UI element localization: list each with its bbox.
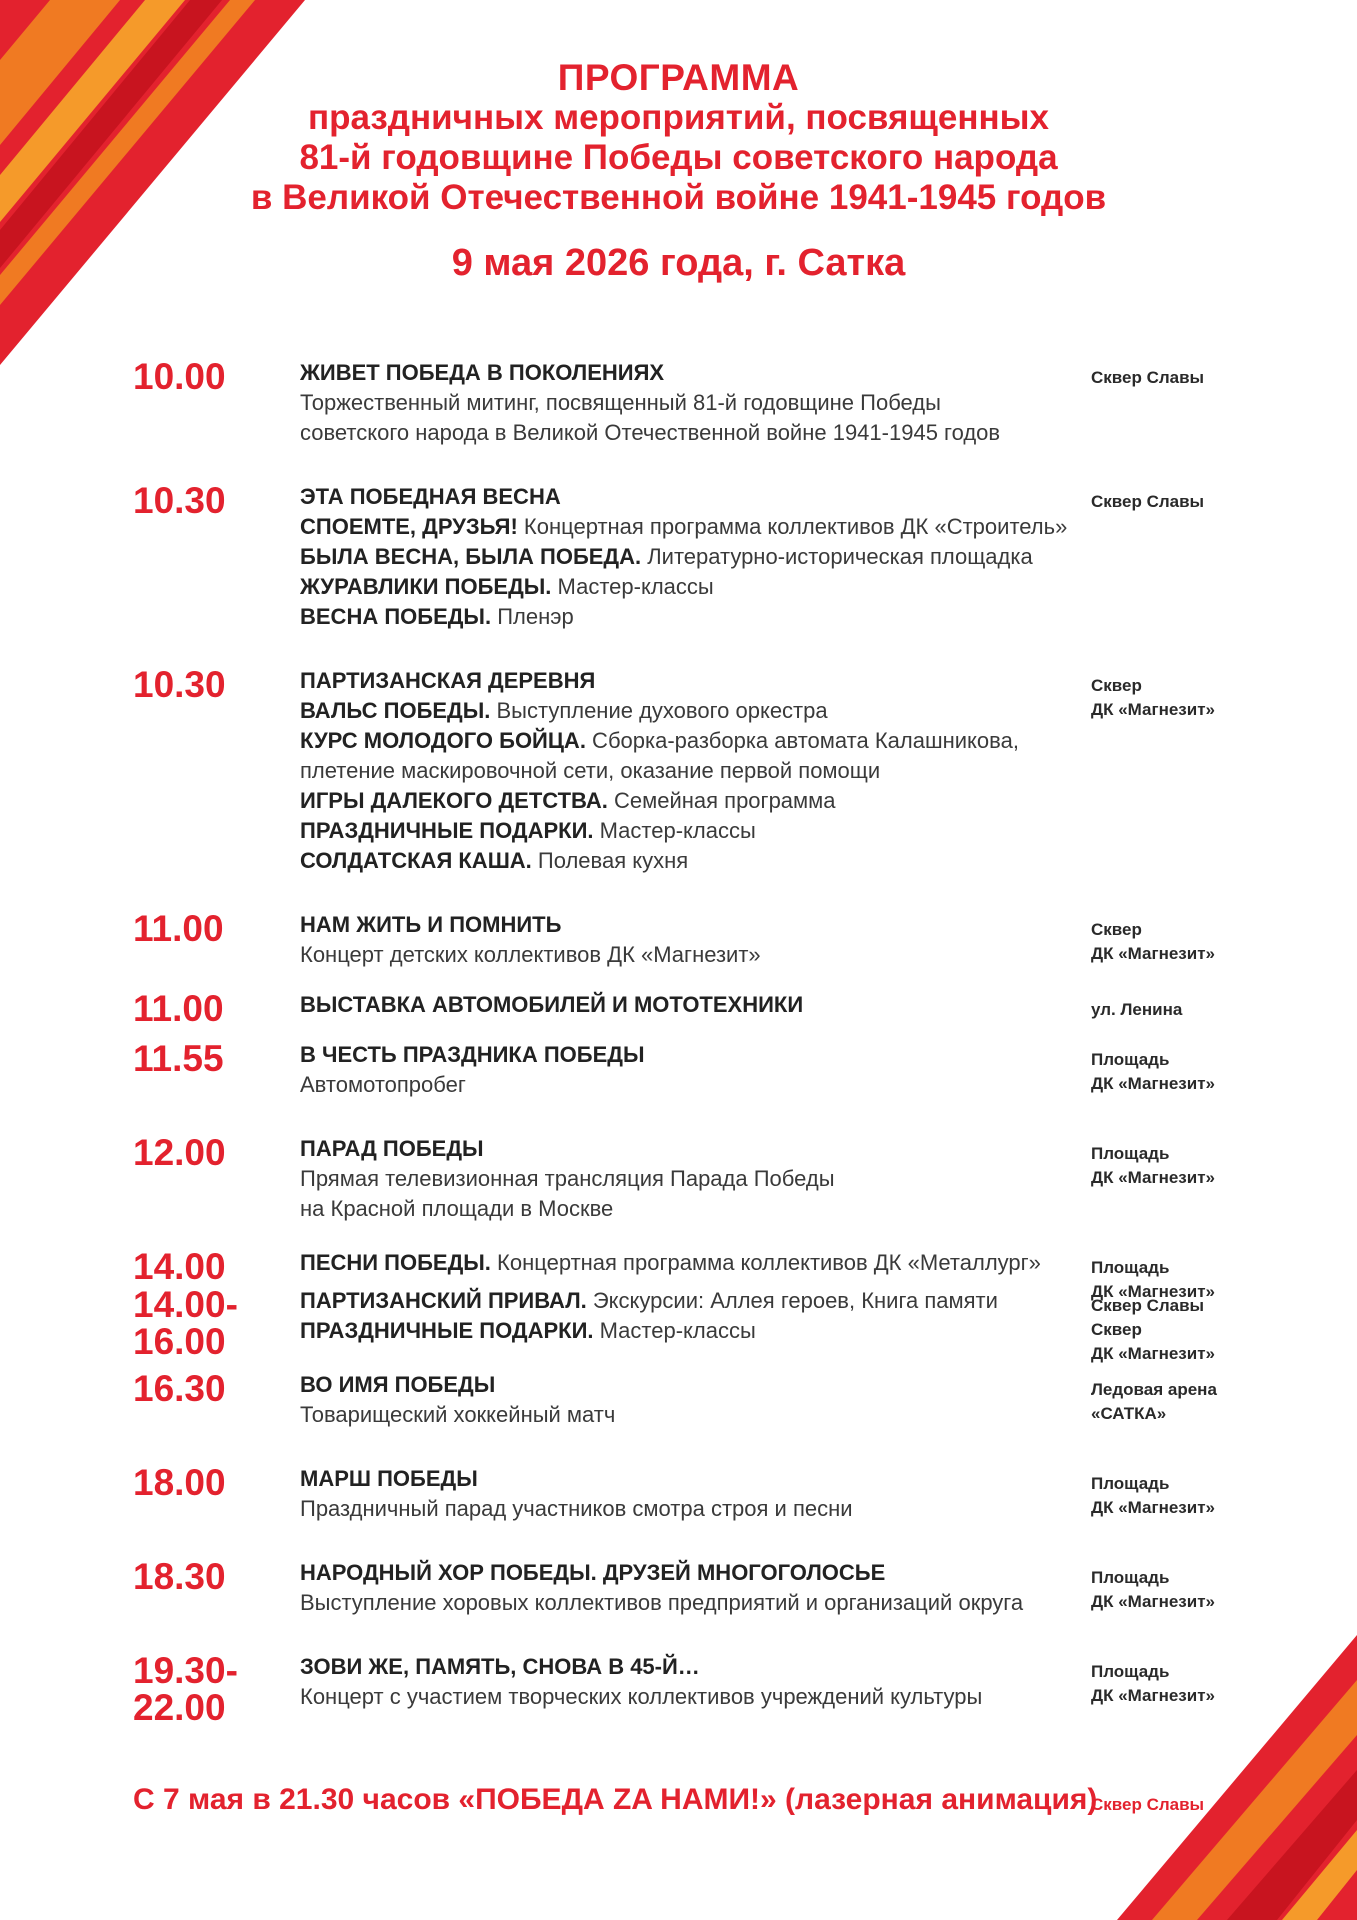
event-place-line: Площадь (1091, 1662, 1170, 1681)
event-line (300, 1316, 1080, 1346)
event-detail: советского народа в Великой Отечественной войне 1941-1945 годов (300, 420, 1001, 445)
event-time-line: 18.30 (133, 1556, 226, 1597)
event-time-line: 18.00 (133, 1462, 226, 1503)
schedule-row (0, 1040, 1357, 1100)
event-time-line: 10.30 (133, 664, 226, 705)
event-time-line: 11.00 (133, 988, 224, 1029)
program-subtitle-line-1: праздничных мероприятий, посвященных (307, 98, 1050, 137)
event-line (300, 816, 1080, 846)
event-line (300, 910, 1080, 940)
event-time (133, 1464, 226, 1501)
event-title: НАМ ЖИТЬ И ПОМНИТЬ (300, 912, 562, 937)
event-description (300, 1040, 1080, 1100)
event-line (300, 1286, 1080, 1316)
event-line (300, 846, 1080, 876)
event-place (1091, 1294, 1215, 1366)
event-detail: Автомотопробег (300, 1072, 466, 1097)
event-place-line: Сквер Славы (1091, 1296, 1205, 1315)
event-description (300, 1370, 1080, 1430)
event-description (300, 1286, 1080, 1346)
event-line (300, 1588, 1080, 1618)
event-line (300, 482, 1080, 512)
event-title: ВО ИМЯ ПОБЕДЫ (300, 1372, 496, 1397)
event-place-line: Площадь (1091, 1050, 1170, 1069)
event-detail: Пленэр (491, 604, 574, 629)
schedule-row (0, 1464, 1357, 1524)
program-header (0, 58, 1357, 285)
schedule-row (0, 1284, 1357, 1363)
event-line (300, 1494, 1080, 1524)
event-time-line: 14.00- (133, 1284, 238, 1325)
event-line (300, 666, 1080, 696)
event-time-line: 14.00 (133, 1246, 226, 1287)
event-line (300, 1070, 1080, 1100)
event-place-line: Площадь (1091, 1568, 1170, 1587)
schedule-row (0, 1558, 1357, 1618)
event-detail: плетение маскировочной сети, оказание первой помощи (300, 758, 881, 783)
event-line (300, 1652, 1080, 1682)
schedule-row (0, 482, 1357, 632)
event-detail: Полевая кухня (531, 848, 689, 873)
event-title: МАРШ ПОБЕДЫ (300, 1466, 478, 1491)
event-title: ИГРЫ ДАЛЕКОГО ДЕТСТВА. (300, 788, 608, 813)
schedule-row (0, 1134, 1357, 1224)
event-detail: Концертная программа коллективов ДК «Металлург» (490, 1250, 1041, 1275)
event-detail: Экскурсии: Аллея героев, Книга памяти (586, 1288, 998, 1313)
event-place-line: Сквер (1091, 920, 1142, 939)
event-title: КУРС МОЛОДОГО БОЙЦА. (300, 728, 586, 753)
event-place (1091, 366, 1204, 390)
event-time (133, 358, 226, 395)
event-time (133, 1370, 226, 1407)
event-description (300, 1464, 1080, 1524)
event-place-line: Площадь (1091, 1474, 1170, 1493)
event-place (1091, 1048, 1215, 1096)
event-time (133, 910, 224, 947)
event-time-line: 11.00 (133, 908, 224, 949)
event-title: В ЧЕСТЬ ПРАЗДНИКА ПОБЕДЫ (300, 1042, 645, 1067)
schedule-row (0, 1370, 1357, 1430)
event-line (300, 388, 1080, 418)
event-place-line: Сквер (1091, 676, 1142, 695)
event-title: ЭТА ПОБЕДНАЯ ВЕСНА (300, 484, 561, 509)
event-description (300, 990, 1080, 1020)
event-line (300, 786, 1080, 816)
event-description (300, 910, 1080, 970)
event-title: ЗОВИ ЖЕ, ПАМЯТЬ, СНОВА В 45-Й… (300, 1654, 700, 1679)
event-line (300, 512, 1080, 542)
event-place (1091, 1566, 1215, 1614)
event-detail: Литературно-историческая площадка (641, 544, 1033, 569)
schedule-row (0, 988, 1357, 1029)
event-place-line: ДК «Магнезит» (1091, 700, 1215, 719)
event-line (300, 1194, 1080, 1224)
event-place-line: Площадь (1091, 1144, 1170, 1163)
event-description (300, 1248, 1080, 1278)
event-place-line: Сквер Славы (1091, 492, 1205, 511)
event-line (300, 1040, 1080, 1070)
event-description (300, 666, 1080, 876)
event-line (300, 1400, 1080, 1430)
event-title: ПРАЗДНИЧНЫЕ ПОДАРКИ. (300, 1318, 594, 1343)
event-title: ПЕСНИ ПОБЕДЫ. (300, 1250, 491, 1275)
event-detail: Прямая телевизионная трансляция Парада Победы (300, 1166, 835, 1191)
event-time (133, 666, 226, 703)
event-time (133, 1134, 226, 1171)
event-time (133, 1286, 238, 1360)
event-place-line: Площадь (1091, 1258, 1170, 1277)
event-line (300, 1682, 1080, 1712)
event-line (300, 726, 1080, 756)
event-time-line: 16.00 (133, 1321, 226, 1362)
event-line (300, 990, 1080, 1020)
event-place-line: Сквер (1091, 1320, 1142, 1339)
event-place-line: Ледовая арена (1091, 1380, 1217, 1399)
event-place-line: ул. Ленина (1091, 1000, 1183, 1019)
event-line (300, 602, 1080, 632)
event-title: ВЕСНА ПОБЕДЫ. (300, 604, 492, 629)
event-place-line: ДК «Магнезит» (1091, 1074, 1215, 1093)
event-detail: Товарищеский хоккейный матч (300, 1402, 616, 1427)
event-place-line: ДК «Магнезит» (1091, 1686, 1215, 1705)
event-place (1091, 1660, 1215, 1708)
schedule-row (0, 358, 1357, 448)
event-line (300, 418, 1080, 448)
event-title: ПАРТИЗАНСКАЯ ДЕРЕВНЯ (300, 668, 596, 693)
schedule-row (0, 666, 1357, 876)
event-place-line: «САТКА» (1091, 1404, 1167, 1423)
event-description (300, 1558, 1080, 1618)
event-description (300, 358, 1080, 448)
event-time-line: 10.00 (133, 356, 226, 397)
event-place-line: Сквер Славы (1091, 368, 1205, 387)
event-detail: Мастер-классы (551, 574, 714, 599)
event-place (1091, 1142, 1215, 1190)
event-place-line: ДК «Магнезит» (1091, 1344, 1215, 1363)
event-time-line: 12.00 (133, 1132, 226, 1173)
event-time (133, 990, 224, 1027)
event-place-line: ДК «Магнезит» (1091, 1592, 1215, 1611)
event-time-line: 16.30 (133, 1368, 226, 1409)
event-time-line: 10.30 (133, 480, 226, 521)
event-title: БЫЛА ВЕСНА, БЫЛА ПОБЕДА. (300, 544, 642, 569)
event-time (133, 1652, 238, 1726)
program-subtitle-line-3: в Великой Отечественной войне 1941-1945 годов (250, 178, 1107, 217)
event-line (300, 696, 1080, 726)
event-line (300, 1464, 1080, 1494)
event-detail: Торжественный митинг, посвященный 81-й годовщине Победы (300, 390, 941, 415)
event-time-line: 19.30- (133, 1650, 238, 1691)
event-place-line: ДК «Магнезит» (1091, 1168, 1215, 1187)
event-title: ЖУРАВЛИКИ ПОБЕДЫ. (300, 574, 552, 599)
laser-show-announcement: С 7 мая в 21.30 часов «ПОБЕДА ZA НАМИ!» (лазерная анимация) (133, 1783, 1098, 1816)
event-detail: Сборка-разборка автомата Калашникова, (585, 728, 1019, 753)
event-title: ВАЛЬС ПОБЕДЫ. (300, 698, 491, 723)
event-line (300, 1164, 1080, 1194)
event-title: ЖИВЕТ ПОБЕДА В ПОКОЛЕНИЯХ (300, 360, 665, 385)
event-description (300, 1134, 1080, 1224)
event-place (1091, 674, 1215, 722)
event-detail: Выступление духового оркестра (490, 698, 828, 723)
program-title: ПРОГРАММА (557, 57, 800, 98)
event-line (300, 1370, 1080, 1400)
event-description (300, 482, 1080, 632)
event-place-line: ДК «Магнезит» (1091, 1498, 1215, 1517)
event-place (1091, 490, 1204, 514)
event-place (1091, 1378, 1217, 1426)
event-detail: Концерт с участием творческих коллективов учреждений культуры (300, 1684, 983, 1709)
event-detail: Праздничный парад участников смотра строя и песни (300, 1496, 853, 1521)
event-time (133, 1040, 224, 1077)
event-detail: Концертная программа коллективов ДК «Строитель» (517, 514, 1068, 539)
event-place (1091, 998, 1182, 1022)
program-subtitle-line-2: 81-й годовщине Победы советского народа (299, 138, 1058, 177)
event-detail: на Красной площади в Москве (300, 1196, 614, 1221)
event-line (300, 1134, 1080, 1164)
event-line (300, 1558, 1080, 1588)
schedule-row (0, 910, 1357, 970)
event-line (300, 572, 1080, 602)
event-title: СОЛДАТСКАЯ КАША. (300, 848, 532, 873)
event-detail: Выступление хоровых коллективов предприятий и организаций округа (300, 1590, 1024, 1615)
event-line (300, 358, 1080, 388)
event-description (300, 1652, 1080, 1712)
event-title: ПАРАД ПОБЕДЫ (300, 1136, 484, 1161)
event-line (300, 542, 1080, 572)
event-place (1091, 1472, 1215, 1520)
event-time-line: 11.55 (133, 1038, 224, 1079)
schedule-row (0, 1650, 1357, 1728)
date-and-city: 9 мая 2026 года, г. Сатка (451, 242, 906, 284)
event-title: ВЫСТАВКА АВТОМОБИЛЕЙ И МОТОТЕХНИКИ (300, 992, 804, 1017)
event-title: ПАРТИЗАНСКИЙ ПРИВАЛ. (300, 1288, 587, 1313)
event-detail: Мастер-классы (593, 1318, 756, 1343)
event-place-line: ДК «Магнезит» (1091, 944, 1215, 963)
event-time (133, 1248, 226, 1285)
event-time (133, 1558, 226, 1595)
event-line (300, 1248, 1080, 1278)
event-detail: Концерт детских коллективов ДК «Магнезит» (300, 942, 761, 967)
event-title: СПОЕМТЕ, ДРУЗЬЯ! (300, 514, 518, 539)
event-detail: Семейная программа (607, 788, 836, 813)
event-title: НАРОДНЫЙ ХОР ПОБЕДЫ. ДРУЗЕЙ МНОГОГОЛОСЬЕ (300, 1560, 886, 1585)
event-place-line: ДК «Магнезит» (1091, 1282, 1215, 1301)
event-line (300, 940, 1080, 970)
event-place (1091, 918, 1215, 966)
event-time-line: 22.00 (133, 1687, 226, 1728)
event-schedule (0, 356, 1357, 1728)
laser-show-place: Сквер Славы (1091, 1795, 1205, 1814)
event-detail: Мастер-классы (593, 818, 756, 843)
event-title: ПРАЗДНИЧНЫЕ ПОДАРКИ. (300, 818, 594, 843)
event-line (300, 756, 1080, 786)
event-time (133, 482, 226, 519)
